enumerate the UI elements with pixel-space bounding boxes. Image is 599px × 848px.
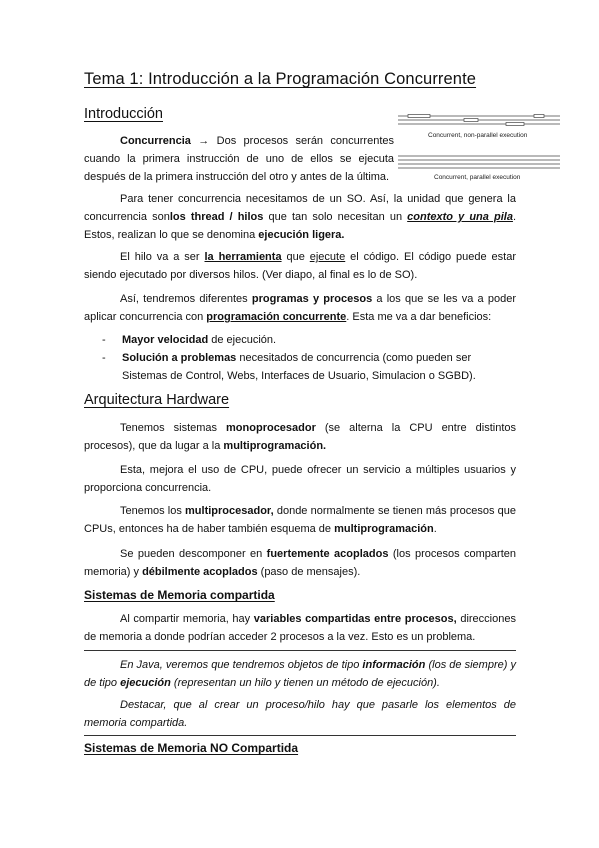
term-concurrencia: Concurrencia — [120, 135, 191, 147]
text: En Java, veremos que tendremos objetos de tipo — [120, 659, 363, 671]
paragraph-multiprocessor — [84, 502, 516, 538]
note-bottom-divider — [84, 735, 516, 736]
term-information: información — [362, 659, 426, 671]
text: que — [281, 251, 310, 263]
page-title: Tema 1: Introducción a la Programación Concurrente — [84, 70, 477, 88]
section-heading-non-shared-memory: Sistemas de Memoria NO Compartida — [84, 741, 299, 755]
text: donde normalmente se tienen más procesos que CPUs, entonces ha de haber también esquema de — [84, 505, 516, 535]
text: Tenemos los — [120, 505, 186, 517]
text: (los de siempre) y de tipo — [84, 659, 516, 689]
term-tightly-coupled: fuertemente acoplados — [266, 548, 389, 560]
figure-caption-nonparallel: Concurrent, non-parallel execution — [428, 132, 528, 139]
text: . Estos, realizan lo que se denomina — [84, 211, 517, 241]
term-shared-variables: variables compartidas entre procesos, — [253, 613, 457, 625]
term-monoprocessor: monoprocesador — [226, 422, 316, 434]
text: Al compartir memoria, hay — [120, 613, 254, 625]
term: Solución a problemas — [122, 352, 237, 364]
term-multiprogramming: multiprogramación. — [223, 440, 327, 452]
text: necesitados de concurrencia (como pueden ser Sistemas de Control, Webs, Interfaces de Usuario, Simulacion o SGBD). — [122, 352, 476, 382]
definition-text: Dos procesos serán concurrentes cuando la primera instrucción de uno de ellos se ejecuta después de la primera instrucción del otro y antes de la última. — [84, 135, 394, 183]
figure-caption-parallel: Concurrent, parallel execution — [434, 174, 521, 181]
paragraph-java-objects — [84, 656, 516, 692]
arrow-icon: → — [198, 135, 210, 147]
list-item — [84, 349, 516, 385]
section-heading-hardware: Arquitectura Hardware — [84, 392, 230, 408]
text: Se pueden descomponer en — [120, 548, 267, 560]
text: (representan un hilo y tienen un método de ejecución). — [170, 677, 440, 689]
paragraph-cpu-usage: Esta, mejora el uso de CPU, puede ofrecer un servicio a múltiples usuarios y proporciona concurrencia. — [84, 464, 516, 494]
text: el código. El código puede estar siendo ejecutado por diversos hilos. (Ver diapo, al final es lo de SO). — [84, 251, 516, 281]
text: (los procesos comparten memoria) y — [84, 548, 516, 578]
term-execution: ejecución — [120, 677, 171, 689]
text: que tan solo necesitan un — [263, 211, 408, 223]
benefits-list — [84, 331, 516, 385]
paragraph-shared-variables — [84, 610, 516, 646]
text: a los que se les va a poder aplicar concurrencia con — [84, 293, 516, 323]
text: El hilo va a ser — [120, 251, 205, 263]
concurrency-figure — [394, 110, 564, 185]
section-heading-shared-memory: Sistemas de Memoria compartida — [84, 588, 275, 602]
term-multiprocessor: multiprocesador, — [185, 505, 274, 517]
text: de ejecución. — [208, 334, 277, 346]
text: Tenemos sistemas — [120, 422, 227, 434]
term-programs: programas y procesos — [251, 293, 373, 305]
text: (paso de mensajes). — [257, 566, 361, 578]
term-tool: la herramienta — [204, 251, 282, 263]
term-loosely-coupled: débilmente acoplados — [142, 566, 258, 578]
term: Mayor velocidad — [122, 334, 209, 346]
text: Para tener concurrencia necesitamos de un SO. Así, la unidad que genera la concurrencia son — [84, 193, 516, 223]
section-heading-intro: Introducción — [84, 106, 163, 122]
paragraph-threads — [84, 190, 516, 244]
bullet-dash: - — [102, 334, 106, 346]
text: . — [433, 523, 437, 535]
bullet-dash: - — [102, 352, 106, 364]
term-context-stack: contexto y una pila — [407, 211, 513, 223]
term-multiprogramming: multiprogramación — [334, 523, 434, 535]
paragraph-thread-tool — [84, 248, 516, 284]
term-concurrent-programming: programación concurrente — [206, 311, 347, 323]
paragraph-monoprocessor — [84, 419, 516, 455]
term-execute: ejecute — [309, 251, 346, 263]
text: direcciones de memoria a donde podrían acceder 2 procesos a la vez. Esto es un problema. — [84, 613, 516, 643]
paragraph-shared-elements: Destacar, que al crear un proceso/hilo hay que pasarle los elementos de memoria compartida. — [84, 699, 516, 729]
term-light-execution: ejecución ligera. — [258, 229, 345, 241]
paragraph-programs — [84, 290, 516, 326]
note-top-divider — [84, 650, 516, 651]
paragraph-concurrency-definition — [84, 132, 394, 186]
paragraph-coupling — [84, 545, 516, 581]
list-item — [84, 331, 516, 349]
text: Así, tendremos diferentes — [120, 293, 252, 305]
text: (se alterna la CPU entre distintos procesos), que da lugar a la — [84, 422, 516, 452]
term-threads: los thread / hilos — [169, 211, 264, 223]
text: . Esta me va a dar beneficios: — [346, 311, 492, 323]
